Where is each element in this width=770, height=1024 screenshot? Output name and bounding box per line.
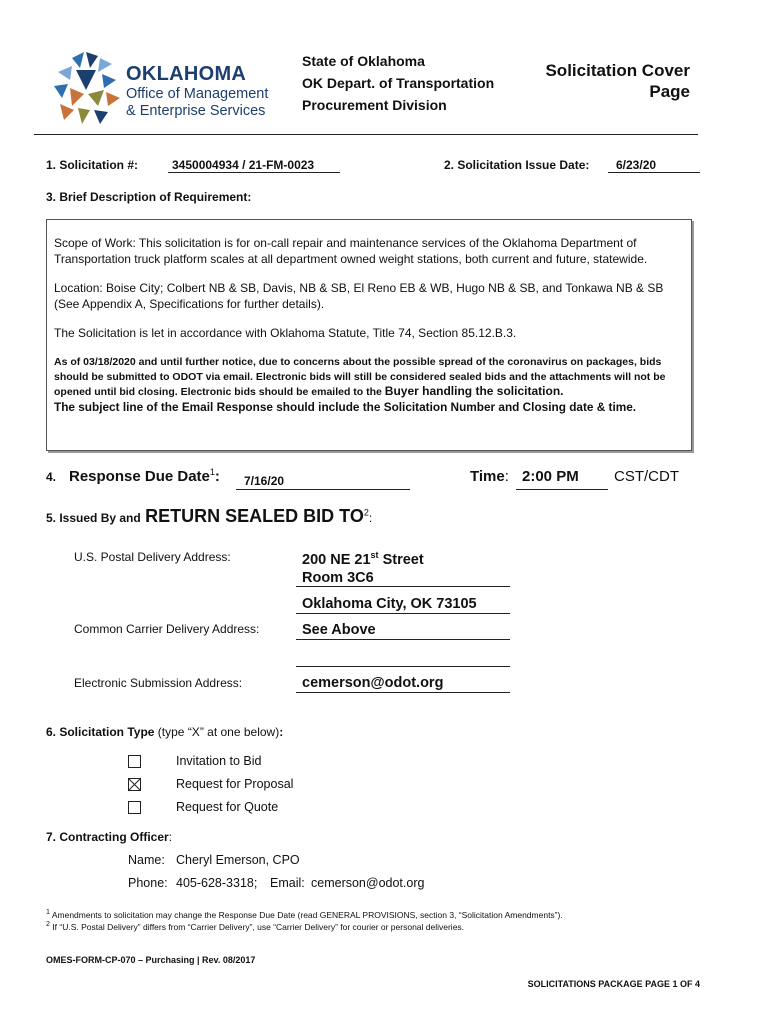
notice-text: As of 03/18/2020 and until further notice, due to concerns about the possible spread of the coronavirus on packages, bids should be submitted to ODOT via email. Electronic bids will still be considered sealed bids and the attachments will not be opened until bid closing. Electronic bids should be emailed to the [54, 356, 666, 398]
footnote-2-text: If “U.S. Postal Delivery” differs from “Carrier Delivery”, use “Carrier Delivery” for courier or personal deliveries. [52, 921, 465, 932]
solicitation-type-heading [46, 725, 283, 739]
org-line-dept: OK Depart. of Transportation [302, 75, 495, 91]
checkbox-invitation-to-bid[interactable] [128, 755, 141, 768]
location-text: Location: Boise City; Colbert NB & SB, Davis, NB & SB, El Reno EB & WB, Hugo NB & SB, and Tonkawa NB & SB (See Appendix A, Specifications for further details). [54, 281, 664, 311]
carrier-address-value: See Above [302, 622, 376, 638]
footnote-2 [46, 920, 464, 932]
solicitation-type-label: 6. Solicitation Type [46, 725, 155, 739]
org-line-state: State of Oklahoma [302, 53, 425, 69]
notice-buyer-text: Buyer handling the solicitation. [384, 384, 564, 398]
logo-subtitle-1: Office of Management [126, 86, 269, 102]
description-label: 3. Brief Description of Requirement: [46, 190, 252, 204]
checkbox-request-for-proposal[interactable] [128, 778, 141, 791]
return-sealed-bid-label: RETURN SEALED BID TO [145, 506, 364, 526]
footnote-ref-1: 1 [209, 467, 215, 477]
response-date-underline [236, 489, 410, 490]
response-time-underline [516, 489, 608, 490]
electronic-underline [296, 692, 510, 693]
page-title [500, 60, 690, 102]
officer-email-label: Email: [270, 876, 305, 890]
electronic-address-label: Electronic Submission Address: [74, 676, 243, 690]
time-colon: : [504, 468, 509, 485]
electronic-address-value: cemerson@odot.org [302, 675, 444, 691]
officer-phone-label: Phone: [128, 876, 168, 890]
postal-address-line1 [302, 550, 424, 568]
solicitation-type-colon: : [279, 725, 284, 739]
timezone: CST/CDT [614, 468, 679, 485]
postal-street-sup: st [370, 550, 379, 560]
response-due-label-text: Response Due Date [69, 468, 210, 485]
footnote-ref-2: 2 [363, 507, 369, 518]
page-title-line1: Solicitation Cover [545, 61, 690, 80]
footnote-1-mark: 1 [46, 908, 50, 916]
time-label-text: Time [470, 468, 505, 485]
blank-underline [296, 666, 510, 667]
carrier-address-label: Common Carrier Delivery Address: [74, 622, 260, 636]
header-divider [34, 134, 698, 135]
officer-name-label: Name: [128, 853, 165, 867]
carrier-underline [296, 639, 510, 640]
response-time-value: 2:00 PM [522, 468, 579, 485]
footnote-1-text: Amendments to solicitation may change the Response Due Date (read GENERAL PROVISIONS, section 3, “Solicitation Amendments”). [51, 909, 563, 920]
response-time-label [470, 468, 509, 485]
subject-line-text: The subject line of the Email Response should include the Solicitation Number and Closing date & time. [54, 400, 637, 414]
statute-text: The Solicitation is let in accordance with Oklahoma Statute, Title 74, Section 85.12.B.3. [54, 326, 517, 340]
postal-underline-2 [296, 613, 510, 614]
officer-email-value: cemerson@odot.org [311, 876, 425, 890]
solicitation-type-hint: (type “X” at one below) [154, 725, 280, 739]
covid-notice [54, 355, 683, 400]
header-organization [302, 50, 494, 116]
response-due-date: 7/16/20 [244, 474, 285, 488]
footnote-2-mark: 2 [46, 920, 50, 928]
contracting-officer-heading [46, 830, 172, 844]
org-line-division: Procurement Division [302, 97, 447, 113]
postal-address-label: U.S. Postal Delivery Address: [74, 550, 231, 564]
postal-street-text: 200 NE 21 [302, 551, 371, 568]
option-request-for-proposal: Request for Proposal [176, 777, 294, 791]
omes-logo [50, 50, 290, 130]
x-mark-icon [129, 779, 140, 790]
postal-street-suffix: Street [378, 551, 424, 568]
issued-by-heading [46, 506, 372, 527]
issued-colon: : [368, 511, 373, 525]
officer-name-value: Cheryl Emerson, CPO [176, 853, 300, 867]
response-due-label [69, 467, 220, 485]
postal-address-line3: Oklahoma City, OK 73105 [302, 596, 477, 612]
option-request-for-quote: Request for Quote [176, 800, 279, 814]
logo-subtitle-2: & Enterprise Services [126, 103, 266, 119]
star-logo-icon [50, 50, 122, 130]
option-invitation-to-bid: Invitation to Bid [176, 754, 262, 768]
description-box [46, 219, 692, 451]
issue-date-label: 2. Solicitation Issue Date: [444, 158, 590, 172]
form-id: OMES-FORM-CP-070 – Purchasing | Rev. 08/2017 [46, 955, 256, 965]
issue-date-underline [608, 172, 700, 173]
logo-title: OKLAHOMA [126, 63, 247, 85]
solicitation-number-value: 3450004934 / 21-FM-0023 [172, 158, 315, 172]
response-number: 4. [46, 470, 57, 484]
issue-date-value: 6/23/20 [616, 158, 657, 172]
contracting-officer-label: 7. Contracting Officer [46, 830, 169, 844]
response-due-colon: : [214, 468, 220, 485]
footnote-1 [46, 908, 563, 920]
postal-underline-1 [296, 586, 510, 587]
contracting-officer-colon: : [168, 830, 173, 844]
issued-by-label: 5. Issued By and [46, 511, 141, 525]
page-title-line2: Page [649, 82, 690, 101]
scope-text: Scope of Work: This solicitation is for on-call repair and maintenance services of the Oklahoma Department of Transportation truck platform scales at all department owned weight stations, both current and future, statewide. [54, 236, 648, 266]
solicitation-number-underline [168, 172, 340, 173]
checkbox-request-for-quote[interactable] [128, 801, 141, 814]
officer-phone-value: 405-628-3318; [176, 876, 258, 890]
page-number: SOLICITATIONS PACKAGE PAGE 1 OF 4 [527, 979, 700, 989]
postal-address-line2: Room 3C6 [302, 570, 374, 586]
solicitation-number-label: 1. Solicitation #: [46, 158, 139, 172]
